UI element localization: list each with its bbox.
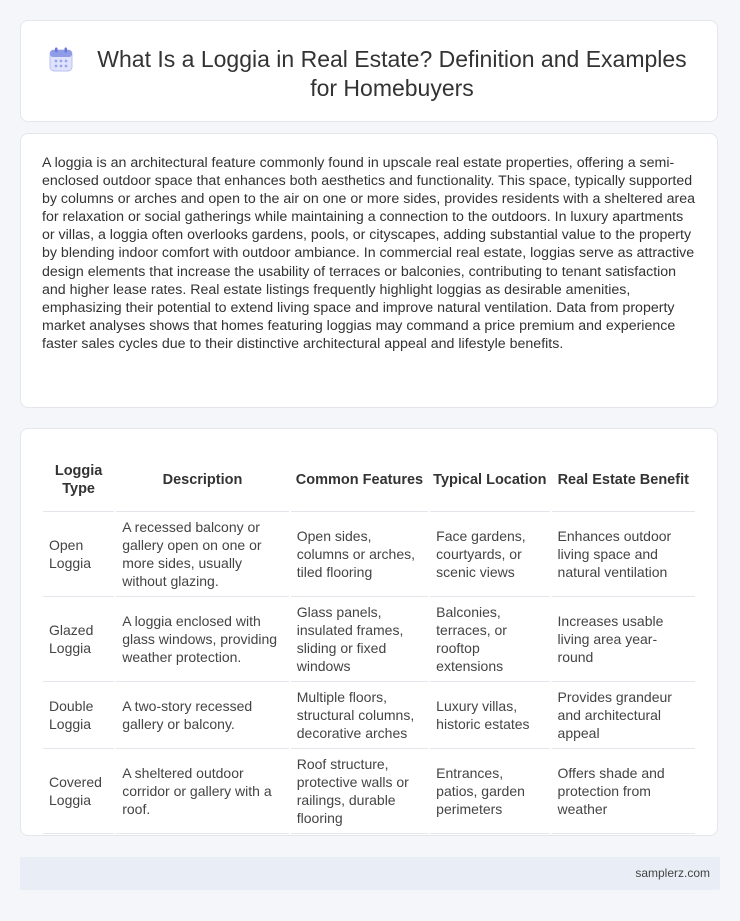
cell-features: Open sides, columns or arches, tiled flooring: [291, 512, 428, 597]
footer-site-link[interactable]: samplerz.com: [635, 866, 710, 880]
footer-bar: [20, 857, 720, 890]
cell-description: A recessed balcony or gallery open on one or more sides, usually without glazing.: [116, 512, 289, 597]
cell-type: Double Loggia: [43, 682, 114, 749]
cell-benefit: Offers shade and protection from weather: [552, 749, 695, 834]
table-row: [43, 512, 695, 597]
header-typical-location: Typical Location: [430, 449, 549, 512]
cell-features: Roof structure, protective walls or railings, durable flooring: [291, 749, 428, 834]
cell-type: Glazed Loggia: [43, 597, 114, 682]
table-card: [20, 428, 718, 836]
cell-benefit: Provides grandeur and architectural appeal: [552, 682, 695, 749]
cell-benefit: Increases usable living area year-round: [552, 597, 695, 682]
header-loggia-type: Loggia Type: [43, 449, 114, 512]
intro-paragraph: A loggia is an architectural feature commonly found in upscale real estate properties, offering a semi-enclosed outdoor space that enhances both aesthetics and functionality. This space, typically supported by columns or arches and open to the air on one or more sides, provides residents with a sheltered area for relaxation or social gatherings while maintaining a connection to the outdoors. In luxury apartments or villas, a loggia often overlooks gardens, pools, or cityscapes, adding substantial value to the property by blending indoor comfort with outdoor ambiance. In commercial real estate, loggias serve as attractive design elements that increase the usability of terraces or balconies, contributing to tenant satisfaction and higher lease rates. Real estate listings frequently highlight loggias as desirable amenities, emphasizing their potential to extend living space and improve natural ventilation. Data from property market analyses shows that homes featuring loggias may command a price premium and experience faster sales cycles due to their distinctive architectural appeal and lifestyle benefits.: [42, 155, 695, 352]
cell-location: Luxury villas, historic estates: [430, 682, 549, 749]
table-row: [43, 597, 695, 682]
cell-description: A sheltered outdoor corridor or gallery with a roof.: [116, 749, 289, 834]
table-row: [43, 682, 695, 749]
loggia-table: [41, 449, 697, 834]
cell-features: Multiple floors, structural columns, decorative arches: [291, 682, 428, 749]
intro-card: [20, 133, 718, 408]
cell-description: A loggia enclosed with glass windows, providing weather protection.: [116, 597, 289, 682]
cell-type: Covered Loggia: [43, 749, 114, 834]
header-common-features: Common Features: [291, 449, 428, 512]
cell-type: Open Loggia: [43, 512, 114, 597]
calendar-icon: [49, 47, 73, 73]
cell-location: Balconies, terraces, or rooftop extensions: [430, 597, 549, 682]
page-title: What Is a Loggia in Real Estate? Definition and Examples for Homebuyers: [97, 46, 687, 101]
cell-location: Face gardens, courtyards, or scenic views: [430, 512, 549, 597]
header-description: Description: [116, 449, 289, 512]
cell-features: Glass panels, insulated frames, sliding or fixed windows: [291, 597, 428, 682]
cell-description: A two-story recessed gallery or balcony.: [116, 682, 289, 749]
table-row: [43, 749, 695, 834]
cell-benefit: Enhances outdoor living space and natural ventilation: [552, 512, 695, 597]
title-card: [20, 20, 718, 122]
cell-location: Entrances, patios, garden perimeters: [430, 749, 549, 834]
header-real-estate-benefit: Real Estate Benefit: [552, 449, 695, 512]
table-header-row: [43, 449, 695, 512]
